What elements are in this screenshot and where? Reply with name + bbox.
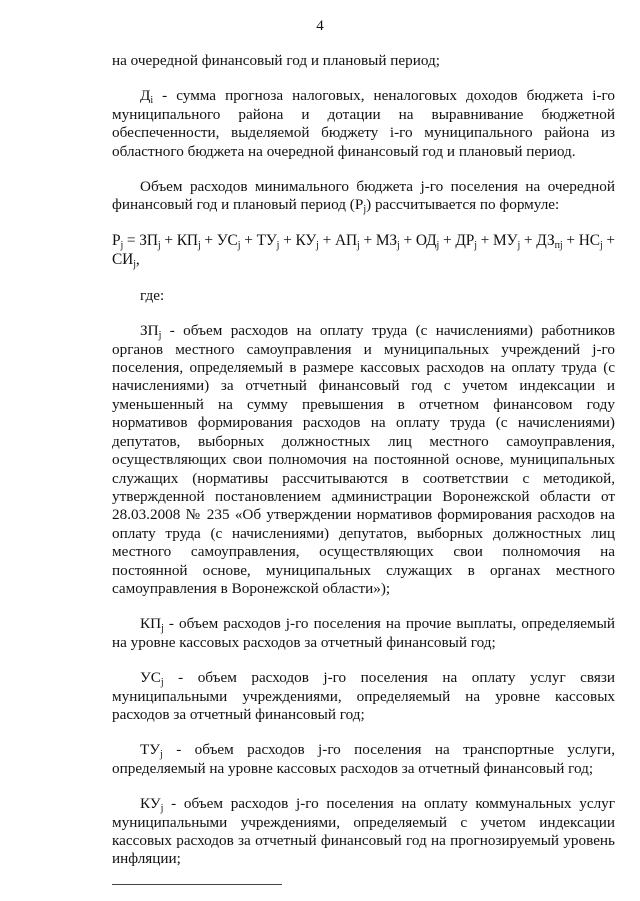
formula-plus: + — [318, 231, 335, 249]
formula-term-subscript: j — [316, 239, 319, 251]
formula-plus: + — [520, 231, 537, 249]
formula-plus: + — [279, 231, 296, 249]
formula-term — [536, 232, 562, 249]
formula-plus: + — [602, 231, 615, 249]
formula-term-symbol: АП — [334, 231, 358, 249]
formula-terms — [112, 232, 615, 268]
formula-term — [335, 232, 360, 249]
volume-subscript: j — [363, 204, 367, 216]
paragraph-tu-definition — [112, 741, 615, 778]
formula-term-symbol: ТУ — [256, 231, 277, 249]
formula-term — [579, 232, 603, 249]
formula-plus: + — [160, 231, 177, 249]
formula-term-subscript: j — [397, 239, 400, 251]
formula-plus: + — [240, 231, 257, 249]
formula-term-symbol: УС — [216, 231, 238, 249]
formula-plus: + — [399, 231, 416, 249]
definition-text: - объем расходов j-го поселения на оплату коммунальных услуг муниципальными учреждениями, определяемый с учетом индексации кассовых расходов за отчетный финансовый год на прогнозируемый уровень инфляции; — [112, 795, 615, 868]
formula-term — [376, 232, 400, 249]
footnote-divider — [112, 884, 282, 885]
symbol: КП — [140, 615, 162, 633]
paragraph-ku-definition — [112, 795, 615, 869]
formula-term-symbol: КП — [176, 231, 198, 249]
formula-term-symbol: ЗП — [139, 231, 158, 249]
formula-term-symbol: МУ — [493, 231, 518, 249]
volume-text-1: Объем расходов минимального бюджета j-го поселения на очередной финансовый год и плановый период (Р — [112, 178, 615, 214]
formula-term-subscript: j — [474, 239, 477, 251]
formula-term-subscript: j — [357, 239, 360, 251]
symbol: ЗП — [140, 322, 159, 340]
page-number: 4 — [316, 18, 324, 34]
paragraph-kp-definition — [112, 615, 615, 652]
formula-equals: = — [123, 231, 140, 249]
formula-term — [177, 232, 201, 249]
formula-term-symbol: ДЗ — [536, 231, 555, 249]
symbol-subscript: j — [160, 749, 163, 761]
formula-term-subscript: j — [599, 239, 603, 251]
symbol-subscript: j — [161, 623, 164, 635]
definition-text: - объем расходов j-го поселения на транспортные услуги, определяемый на уровне кассовых расходов за отчетный финансовый год; — [112, 741, 615, 777]
formula-term-subscript: j — [276, 239, 280, 251]
formula — [112, 231, 615, 269]
formula-term — [139, 232, 160, 249]
formula-plus: + — [562, 231, 579, 249]
formula-plus: + — [476, 231, 494, 249]
symbol-subscript: j — [160, 677, 164, 689]
formula-term-symbol: НС — [578, 231, 600, 249]
formula-term-subscript: j — [517, 239, 521, 251]
symbol-subscript: j — [158, 330, 162, 342]
symbol: Д — [140, 87, 151, 105]
formula-plus: + — [439, 231, 456, 249]
formula-term — [217, 232, 241, 249]
paragraph-d-definition — [112, 87, 615, 161]
document-body — [112, 52, 615, 869]
definition-text: - сумма прогноза налоговых, неналоговых доходов бюджета i-го муниципального района и дотации на выравнивание бюджетной обеспеченности, выделяемой бюджету i-го муниципального района из областного бюджета на очередной финансовый год и плановый период. — [112, 87, 615, 160]
paragraph-zp-definition — [112, 322, 615, 598]
formula-term — [296, 232, 319, 249]
formula-term-subscript: j — [237, 239, 241, 251]
formula-plus: + — [359, 231, 376, 249]
formula-term-subscript: j — [133, 258, 136, 270]
formula-plus: + — [200, 231, 217, 249]
symbol: КУ — [140, 795, 161, 813]
symbol-subscript: j — [160, 803, 164, 815]
formula-term-subscript: пj — [554, 239, 563, 251]
paragraph-us-definition — [112, 669, 615, 724]
definition-text: - объем расходов j-го поселения на прочие выплаты, определяемый на уровне кассовых расходов за отчетный финансовый год; — [112, 615, 615, 651]
formula-term-symbol: КУ — [295, 231, 317, 249]
symbol: УС — [140, 669, 161, 687]
formula-end: , — [135, 250, 140, 268]
formula-lhs-subscript: j — [120, 239, 124, 251]
formula-term — [493, 232, 520, 249]
symbol-subscript: i — [150, 95, 154, 107]
formula-term-symbol: МЗ — [375, 231, 398, 249]
symbol: ТУ — [140, 741, 161, 759]
volume-text-2: ) рассчитывается по формуле: — [366, 196, 560, 214]
formula-term — [257, 232, 280, 249]
formula-term-symbol: СИ — [112, 250, 134, 268]
formula-term-subscript: j — [436, 239, 440, 251]
where-label: где: — [140, 286, 165, 304]
formula-term-subscript: j — [157, 239, 161, 251]
paragraph-volume — [112, 178, 615, 215]
definition-text: - объем расходов на оплату труда (с начислениями) работников органов местного самоуправления и муниципальных учреждений j-го поселения, определяемый в размере кассовых расходов на оплату труда (с начислениями) за отчетный финансовый год с учетом индексации и уменьшенный на сумму превышения в отчетном финансовом году нормативов формирования расходов на оплату труда (с начислениями) депутатов, выборных должностных лиц местного самоуправления, осуществляющих свои полномочия на постоянной основе, муниципальных служащих (нормативы рассчитываются в соответствии с методикой, утвержденной постановлением администрации Воронежской области от 28.03.2008 № 235 «Об утверждении нормативов формирования расходов на оплату труда (с начислениями) депутатов, выборных должностных лиц местного самоуправления, осуществляющих свои полномочия на постоянной основе, муниципальных служащих в органах местного самоуправления в Воронежской области»); — [112, 322, 615, 597]
formula-lhs: Р — [112, 231, 121, 249]
formula-term — [455, 232, 477, 249]
definition-text: - объем расходов j-го поселения на оплату услуг связи муниципальными учреждениями, определяемый на уровне кассовых расходов за отчетный финансовый год; — [112, 669, 615, 723]
paragraph-continuation: на очередной финансовый год и плановый период; — [112, 52, 440, 69]
formula-term — [416, 232, 439, 249]
formula-term-subscript: j — [197, 239, 201, 251]
formula-term-symbol: ОД — [415, 231, 437, 249]
formula-term-symbol: ДР — [455, 231, 475, 249]
formula-term — [112, 251, 136, 268]
